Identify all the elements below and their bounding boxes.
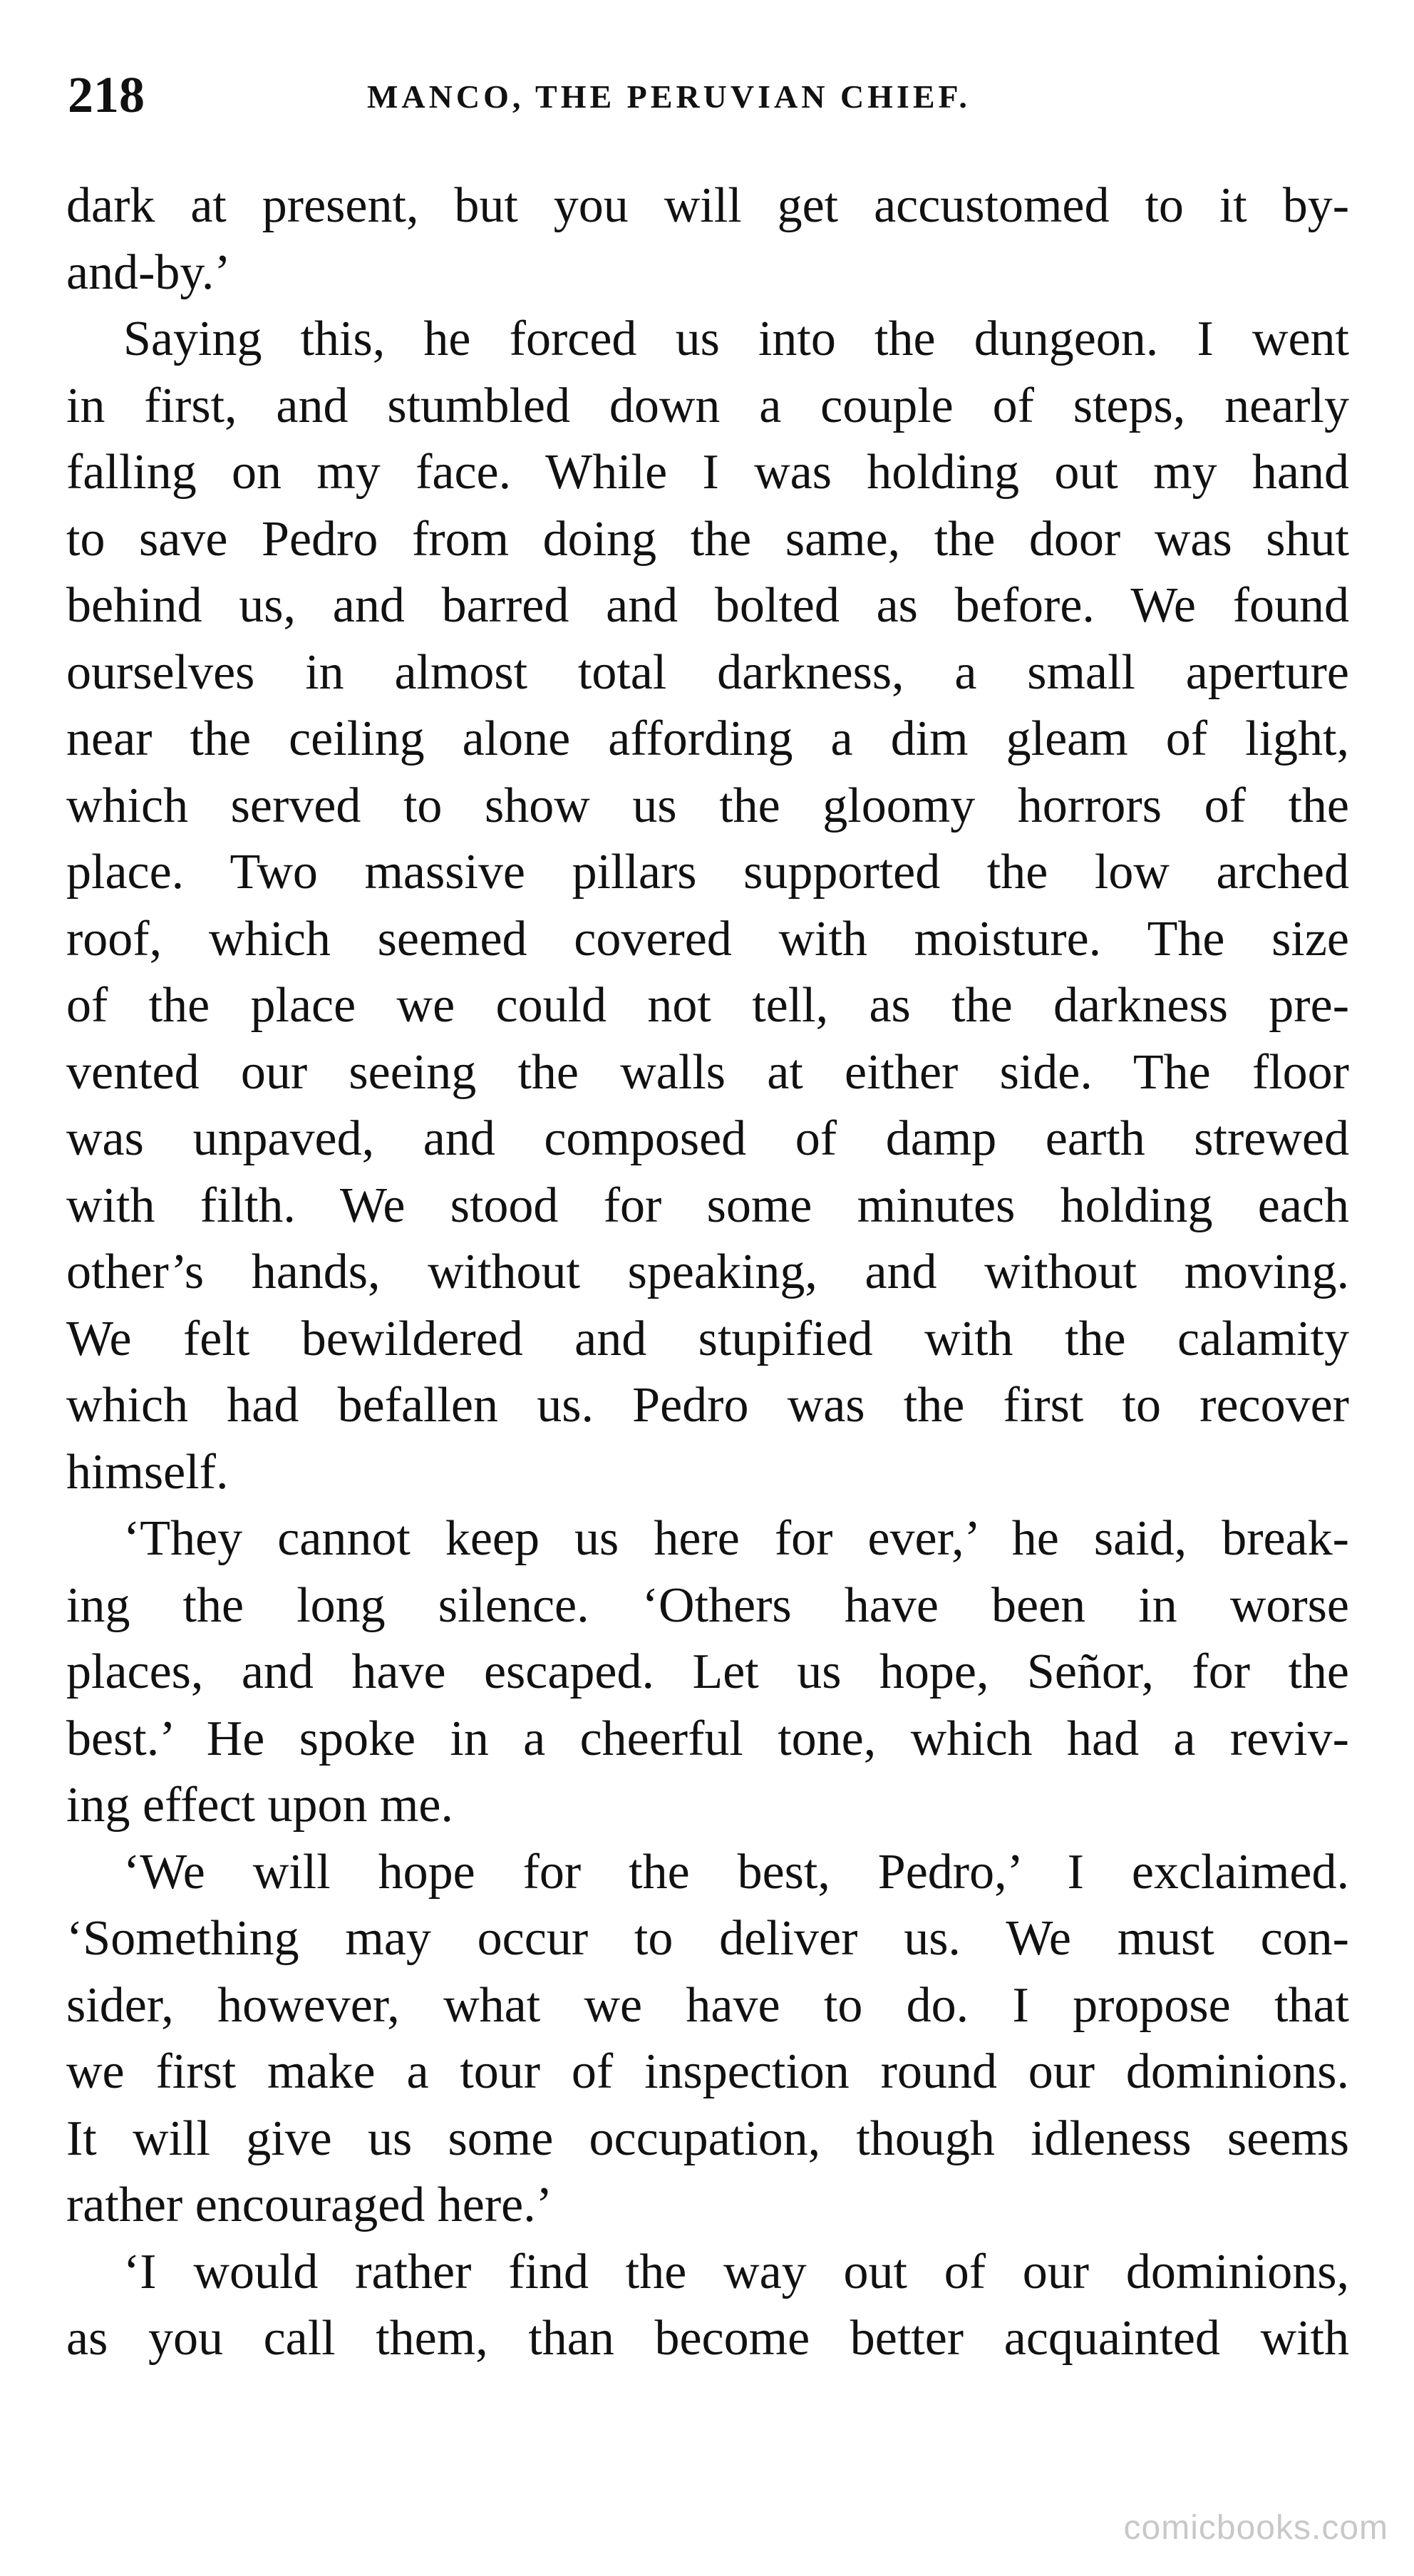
text-line: place. Two massive pillars supported the low arched — [66, 845, 1349, 900]
text-line: himself. — [66, 1444, 229, 1500]
page-number: 218 — [68, 66, 145, 123]
text-line: ing effect upon me. — [66, 1778, 453, 1833]
text-line: of the place we could not tell, as the darkness pre- — [66, 978, 1349, 1033]
text-line: We felt bewildered and stupified with the calamity — [66, 1311, 1349, 1366]
text-line: we first make a tour of inspection round our dominions. — [66, 2044, 1349, 2099]
text-line: ‘They cannot keep us here for ever,’ he said, break- — [123, 1511, 1349, 1566]
text-line: ‘We will hope for the best, Pedro,’ I exclaimed. — [123, 1844, 1349, 1900]
text-line: which served to show us the gloomy horrors of the — [66, 778, 1349, 833]
text-line: rather encouraged here.’ — [66, 2178, 553, 2232]
text-line: dark at present, but you will get accustomed to it by- — [66, 178, 1349, 233]
text-line: with filth. We stood for some minutes holding each — [66, 1178, 1349, 1233]
text-body — [66, 172, 1349, 2372]
text-line: best.’ He spoke in a cheerful tone, which had a reviv- — [66, 1711, 1349, 1766]
watermark: comicbooks.com — [1123, 2509, 1388, 2547]
text-line: was unpaved, and composed of damp earth strewed — [66, 1111, 1349, 1166]
text-line: near the ceiling alone affording a dim gleam of light, — [66, 711, 1349, 766]
text-line: vented our seeing the walls at either side. The floor — [66, 1044, 1349, 1100]
text-line: as you call them, than become better acquainted with — [66, 2311, 1349, 2366]
text-line: falling on my face. While I was holding out my hand — [66, 445, 1349, 500]
text-line: behind us, and barred and bolted as before. We found — [66, 578, 1349, 633]
text-line: places, and have escaped. Let us hope, Señor, for the — [66, 1644, 1349, 1699]
text-line: It will give us some occupation, though idleness seems — [66, 2111, 1349, 2166]
text-line: ing the long silence. ‘Others have been in worse — [66, 1577, 1349, 1633]
text-line: ‘Something may occur to deliver us. We must con- — [66, 1911, 1349, 1966]
text-line: ourselves in almost total darkness, a small aperture — [66, 644, 1349, 700]
text-line: in first, and stumbled down a couple of steps, nearly — [66, 378, 1349, 433]
running-title: MANCO, THE PERUVIAN CHIEF. — [367, 78, 971, 115]
text-line: and-by.’ — [66, 244, 231, 300]
text-line: Saying this, he forced us into the dungeon. I went — [123, 311, 1349, 366]
text-line: roof, which seemed covered with moisture. The size — [66, 911, 1349, 967]
text-line: sider, however, what we have to do. I propose that — [66, 1977, 1349, 2033]
text-line: which had befallen us. Pedro was the first to recover — [66, 1378, 1349, 1433]
running-head — [68, 63, 1351, 127]
text-line: to save Pedro from doing the same, the door was shut — [66, 511, 1349, 567]
text-line: other’s hands, without speaking, and without moving. — [66, 1245, 1349, 1299]
text-line: ‘I would rather find the way out of our dominions, — [123, 2244, 1349, 2299]
